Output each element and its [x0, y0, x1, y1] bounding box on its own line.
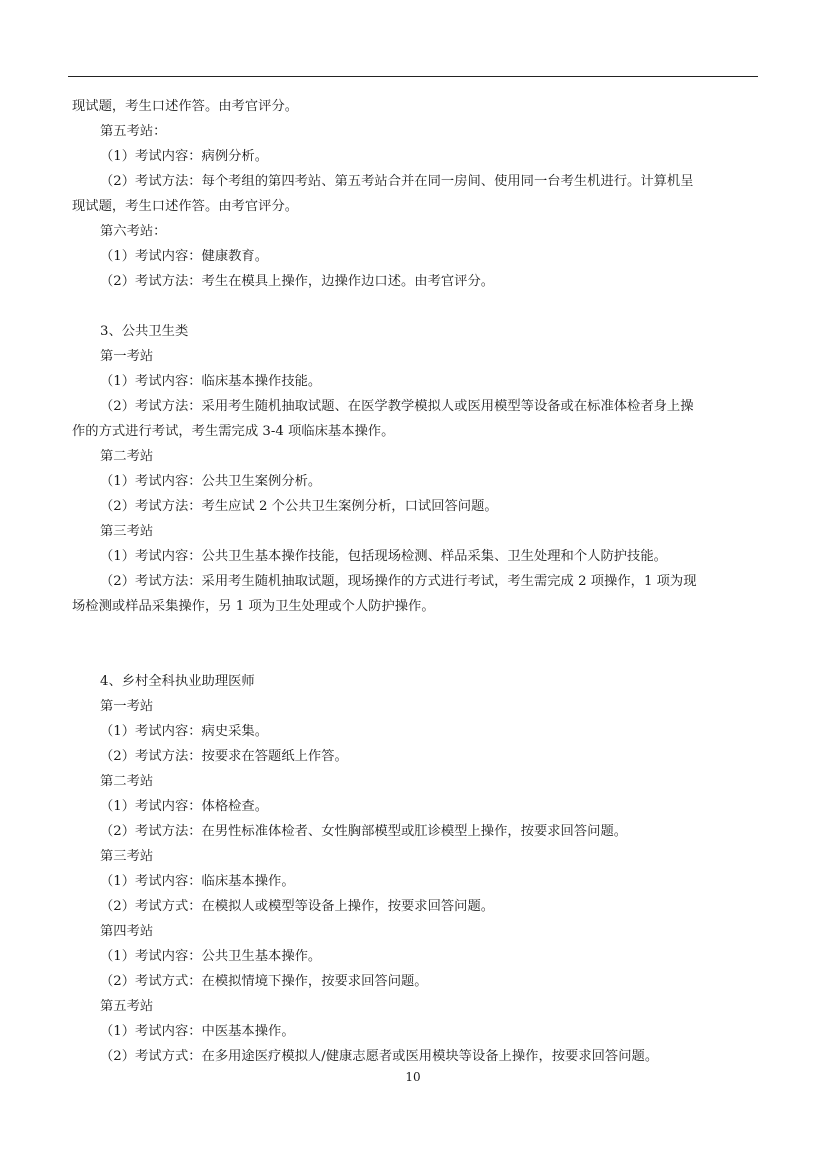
- paragraph-line: （2）考试方式：在模拟人或模型等设备上操作，按要求回答问题。: [100, 899, 495, 914]
- paragraph-line: （2）考试方法：采用考生随机抽取试题、在医学教学模拟人或医用模型等设备或在标准体检者身上操: [100, 399, 694, 414]
- paragraph-line: （1）考试内容：公共卫生基本操作技能，包括现场检测、样品采集、卫生处理和个人防护技能。: [100, 549, 667, 564]
- page-number: 10: [405, 1070, 421, 1084]
- station-heading: 第五考站：: [100, 124, 167, 139]
- station-heading: 第一考站: [100, 699, 154, 714]
- station-heading: 第二考站: [100, 449, 154, 464]
- station-heading: 第四考站: [100, 924, 154, 939]
- paragraph-line: （2）考试方法：考生在模具上操作，边操作边口述。由考官评分。: [100, 274, 495, 289]
- blank-line: [72, 619, 758, 644]
- paragraph-line: （1）考试内容：临床基本操作技能。: [100, 374, 322, 389]
- paragraph-line: （1）考试内容：中医基本操作。: [100, 1024, 295, 1039]
- station-heading: 第一考站: [100, 349, 154, 364]
- paragraph-line: （2）考试方法：考生应试 2 个公共卫生案例分析，口试回答问题。: [100, 499, 498, 514]
- paragraph-line: （2）考试方法：按要求在答题纸上作答。: [100, 749, 348, 764]
- paragraph-line: （1）考试内容：临床基本操作。: [100, 874, 295, 889]
- section-heading: 3、公共卫生类: [100, 324, 189, 339]
- paragraph-line: （1）考试内容：病例分析。: [100, 149, 269, 164]
- blank-line: [72, 644, 758, 669]
- station-heading: 第三考站: [100, 849, 154, 864]
- paragraph-line: （1）考试内容：健康教育。: [100, 249, 269, 264]
- station-heading: 第六考站：: [100, 224, 167, 239]
- paragraph-line: （2）考试方法：采用考生随机抽取试题，现场操作的方式进行考试，考生需完成 2 项操作，1 项为现: [100, 574, 697, 589]
- paragraph-line: （2）考试方法：每个考组的第四考站、第五考站合并在同一房间、使用同一台考生机进行。计算机呈: [100, 174, 694, 189]
- station-heading: 第五考站: [100, 999, 154, 1014]
- paragraph-line: （1）考试内容：体格检查。: [100, 799, 269, 814]
- blank-line: [72, 294, 758, 319]
- paragraph-line: 场检测或样品采集操作，另 1 项为卫生处理或个人防护操作。: [72, 599, 435, 614]
- station-heading: 第二考站: [100, 774, 154, 789]
- paragraph-line: （2）考试方法：在男性标准体检者、女性胸部模型或肛诊模型上操作，按要求回答问题。: [100, 824, 628, 839]
- paragraph-line: （2）考试方式：在多用途医疗模拟人/健康志愿者或医用模块等设备上操作，按要求回答问题。: [100, 1049, 659, 1064]
- paragraph-line: 现试题，考生口述作答。由考官评分。: [72, 99, 299, 114]
- paragraph-line: （1）考试内容：公共卫生基本操作。: [100, 949, 322, 964]
- section-heading: 4、乡村全科执业助理医师: [100, 674, 255, 689]
- paragraph-line: 现试题，考生口述作答。由考官评分。: [72, 199, 299, 214]
- paragraph-line: （1）考试内容：公共卫生案例分析。: [100, 474, 322, 489]
- paragraph-line: （1）考试内容：病史采集。: [100, 724, 269, 739]
- paragraph-line: （2）考试方式：在模拟情境下操作，按要求回答问题。: [100, 974, 428, 989]
- document-body: [72, 94, 758, 1069]
- station-heading: 第三考站: [100, 524, 154, 539]
- header-rule: [68, 76, 758, 77]
- paragraph-line: 作的方式进行考试，考生需完成 3-4 项临床基本操作。: [72, 424, 395, 439]
